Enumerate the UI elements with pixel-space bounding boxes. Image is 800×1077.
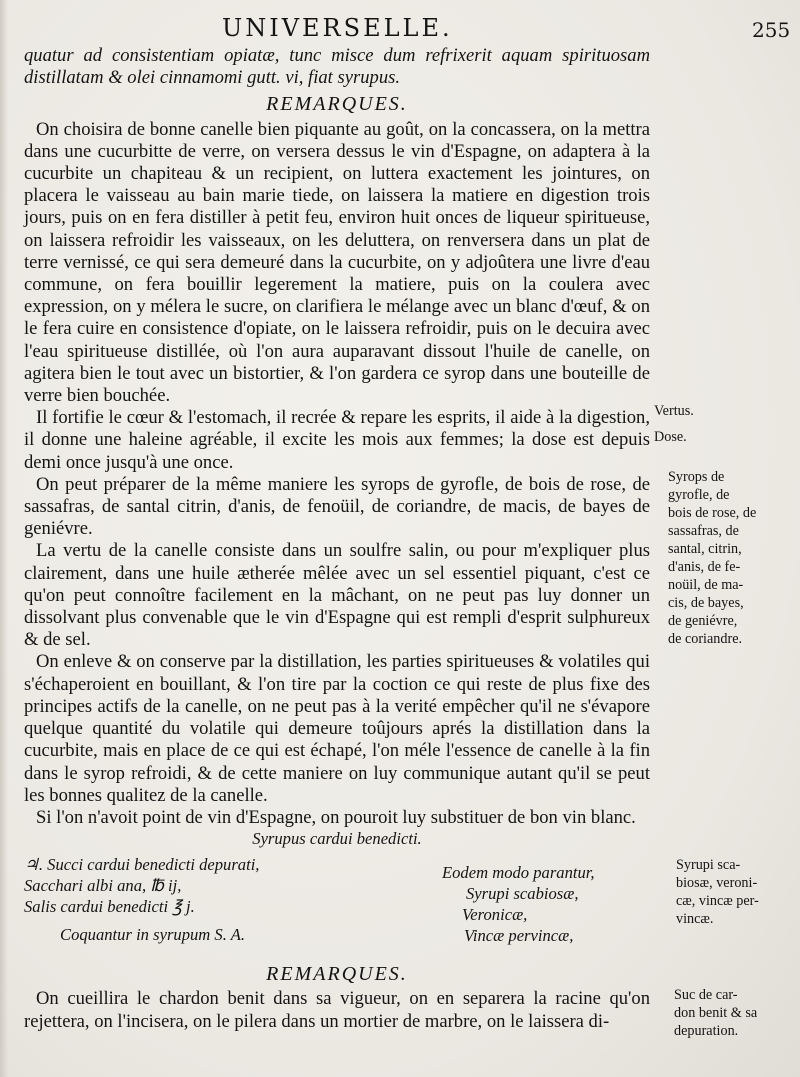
margin-note-line: cis, de bayes, <box>668 595 744 611</box>
variant-line: Syrupi scabiosæ, <box>466 883 579 903</box>
recipe-formula-cardui <box>24 829 650 945</box>
section-heading-remarques: REMARQUES. <box>266 93 408 116</box>
margin-note-line: vincæ. <box>676 911 714 927</box>
margin-note-line: bois de rose, de <box>668 505 757 521</box>
margin-note-line: santal, citrin, <box>668 541 742 557</box>
margin-note-line: Syrops de <box>668 469 725 485</box>
margin-note-dose: Dose. <box>654 429 687 445</box>
margin-note-line: cæ, vincæ per- <box>676 893 759 909</box>
paragraph-vertus: Il fortifie le cœur & l'estomach, il recrée & repare les esprits, il aide à la digestion, il donne une haleine agréable, il excite les mois aux femmes; la dose est depuis demi once jusqu'à une once. <box>24 407 650 473</box>
formula-variants <box>442 863 652 946</box>
margin-note-line: gyrofle, de <box>668 487 730 503</box>
formula-ingredients <box>24 855 354 917</box>
ingredient-line: Sacchari albi ana, ℔ ij, <box>24 875 182 895</box>
variant-line: Eodem modo parantur, <box>442 863 595 883</box>
paragraph-chardon: On cueillira le chardon benit dans sa vigueur, on en separera la racine qu'on rejettera, on l'incisera, on le pilera dans un mortier de marbre, on le laissera di- <box>24 988 650 1032</box>
margin-note-syrops <box>668 468 800 648</box>
ingredient-line: Salis cardui benedicti ℥ j. <box>24 896 195 916</box>
margin-note-suc <box>674 986 800 1040</box>
formula-title: Syrupus cardui benedicti. <box>252 829 422 849</box>
paragraph-canelle-vertu: La vertu de la canelle consiste dans un soulfre salin, ou pour m'expliquer plus clairement, dans une huile ætherée mêlée avec un sel essentiel piquant, c'est ce qu'on peut connoître facilement en la mâchant, on ne peut pas luy donner un dissolvant plus convenable que le vin d'Espagne qui est rempli d'esprit sulphureux & de sel. <box>24 540 650 651</box>
paragraph-preparation: On choisira de bonne canelle bien piquante au goût, on la concassera, on la mettra dans une cucurbitte de verre, on versera dessus le vin d'Espagne, on adaptera à la cucurbite un chapiteau & un recipient, on luttera exactement les jointures, on placera le vaisseau au bain marie tiede, on laissera la matiere en digestion trois jours, puis on en fera distiller à petit feu, environ huit onces de liqueur spiritueuse, on laissera refroidir les vaisseaux, on les deluttera, on renversera dans un plat de terre vernissé, ce qui sera demeuré dans la cucurbite, on y adjoûtera une livre d'eau commune, on fera bouillir legerement la matiere, puis on la coulera avec expression, on y mélera le sucre, on clarifiera le mélange avec un blanc d'œuf, & on le fera cuire en consistence d'opiate, on le laissera refroidir, puis on le decuira avec l'eau spiritueuse distillée, où l'on aura auparavant dissout l'huile de canelle, on agitera bien le tout avec un bistortier, & l'on gardera ce syrop dans une bouteille de verre bien bouchée. <box>24 118 650 407</box>
margin-note-line: de coriandre. <box>668 631 743 647</box>
margin-note-line: Suc de car- <box>674 987 738 1003</box>
margin-note-line: biosæ, veroni- <box>676 875 758 891</box>
margin-note-syrupi <box>676 856 800 928</box>
paragraph-substitution: Si l'on n'avoit point de vin d'Espagne, on pouroit luy substituer de bon vin blanc. <box>36 806 636 828</box>
paragraph-distillation: On enleve & on conserve par la distillation, les parties spiritueuses & volatiles qui s'échaperoient en bouillant, & l'on tire par la coction ce qui reste de plus fixe des principes actifs de la canelle, on ne peut pas à la verité empêcher qu'il ne s'évapore quelque quantité du volatile qui demeure toûjours aprés la distillation dans la cucurbite, mais en place de ce qui est échapé, l'on méle l'essence de canelle à la fin dans le syrop refroidi, & de cette maniere on luy communique autant qu'il se peut les bonnes qualitez de la canelle. <box>24 651 650 806</box>
margin-note-vertus: Vertus. <box>654 403 694 419</box>
running-head: UNIVERSELLE. <box>222 14 453 42</box>
variant-line: Vincæ pervincæ, <box>464 925 574 945</box>
margin-note-line: depuration. <box>674 1023 739 1039</box>
page-gutter-shadow <box>0 0 8 1077</box>
page-header <box>0 14 800 44</box>
ingredient-line: ♃. Succi cardui benedicti depurati, <box>24 855 260 875</box>
margin-note-line: noüil, de ma- <box>668 577 744 593</box>
main-text-column <box>24 45 650 1033</box>
formula-instruction: Coquantur in syrupum S. A. <box>60 925 246 945</box>
page-number: 255 <box>752 18 791 42</box>
margin-note-line: d'anis, de fe- <box>668 559 741 575</box>
variant-line: Veronicæ, <box>462 904 528 924</box>
margin-note-line: de geniévre, <box>668 613 738 629</box>
section-heading-remarques: REMARQUES. <box>266 963 408 986</box>
margin-note-line: sassafras, de <box>668 523 739 539</box>
paragraph-variants: On peut préparer de la même maniere les syrops de gyrofle, de bois de rose, de sassafras, de santal citrin, d'anis, de fenoüil, de coriandre, de macis, de bayes de geniévre. <box>24 473 650 540</box>
margin-note-line: Syrupi sca- <box>676 857 741 873</box>
recipe-latin-continuation: quatur ad consistentiam opiatæ, tunc misce dum refrixerit aquam spirituosam distillatam & olei cinnamomi gutt. vi, fiat syrupus. <box>24 45 650 89</box>
margin-note-line: don benit & sa <box>674 1005 758 1021</box>
